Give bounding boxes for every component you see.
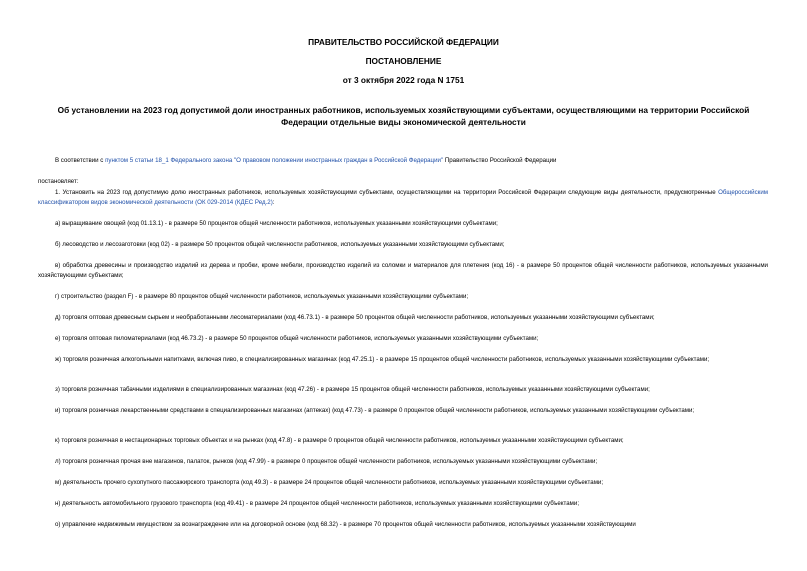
list-item: д) торговля оптовая древесным сырьем и необработанными лесоматериалами (код 46.73.1) - в размере 50 процентов общей численности работников, используемых указанными хозяйствующими субъектами;	[55, 314, 655, 321]
list-item: ж) торговля розничная алкогольными напитками, включая пиво, в специализированных магазинах (код 47.25.1) - в размере 15 процентов общей численности работников, используемых указанными хозяйствующими субъектами;	[55, 356, 710, 363]
issuer-heading: ПРАВИТЕЛЬСТВО РОССИЙСКОЙ ФЕДЕРАЦИИ	[308, 37, 499, 47]
okved-classifier-link[interactable]: Общероссийским классификатором видов экономической деятельности (ОК 029-2014 (КДЕС Ред.2)	[38, 189, 768, 206]
list-item: е) торговля оптовая пиломатериалами (код 46.73.2) - в размере 50 процентов общей численности работников, используемых указанными хозяйствующими субъектами;	[55, 335, 539, 342]
list-item: и) торговля розничная лекарственными средствами в специализированных магазинах (аптеках) (код 47.73) - в размере 0 процентов общей численности работников, используемых указанными хозяйствующими субъектами;	[55, 407, 695, 414]
list-item: в) обработка древесины и производство изделий из дерева и пробки, кроме мебели, производство изделий из соломки и материалов для плетения (код 16) - в размере 50 процентов общей численности работников, используемых указанными хозяйствующими субъектами;	[38, 262, 768, 279]
list-item: г) строительство (раздел F) - в размере 80 процентов общей численности работников, используемых указанными хозяйствующими субъектами;	[55, 293, 469, 300]
clause-1-prefix: 1. Установить на 2023 год допустимую долю иностранных работников, используемых хозяйствующими субъектами, осуществляющими на территории Российской Федерации следующие виды деятельности, предусмотренные	[55, 189, 719, 196]
preamble-prefix: В соответствии с	[55, 157, 106, 164]
list-item: м) деятельность прочего сухопутного пассажирского транспорта (код 49.3) - в размере 24 процентов общей численности работников, используемых указанными хозяйствующими субъектами;	[55, 479, 604, 486]
document-type-heading: ПОСТАНОВЛЕНИЕ	[365, 56, 442, 66]
document-title: Об установлении на 2023 год допустимой доли иностранных работников, используемых хозяйствующими субъектами, осуществляющими на территории Российской Федерации отдельные виды экономической деятельности	[57, 105, 750, 127]
list-item: з) торговля розничная табачными изделиями в специализированных магазинах (код 47.26) - в размере 15 процентов общей численности работников, используемых указанными хозяйствующими субъектами;	[55, 386, 650, 393]
clause-1	[38, 188, 768, 208]
list-item: а) выращивание овощей (код 01.13.1) - в размере 50 процентов общей численности работников, используемых указанными хозяйствующими субъектами;	[55, 220, 498, 227]
list-item: о) управление недвижимым имуществом за вознаграждение или на договорной основе (код 68.32) - в размере 70 процентов общей численности работников, используемых указанными хозяйствующими	[55, 521, 636, 528]
preamble-suffix: Правительство Российской Федерации	[443, 157, 557, 164]
law-reference-link[interactable]: пунктом 5 статьи 18_1 Федерального закона "О правовом положении иностранных граждан в Российской Федерации"	[105, 157, 444, 164]
list-item: к) торговля розничная в нестационарных торговых объектах и на рынках (код 47.8) - в размере 0 процентов общей численности работников, используемых указанными хозяйствующими субъектами;	[55, 437, 624, 444]
decides-text: постановляет:	[38, 178, 79, 185]
preamble	[38, 156, 768, 166]
clause-1-suffix: :	[272, 199, 275, 206]
list-item: н) деятельность автомобильного грузового транспорта (код 49.41) - в размере 24 процентов общей численности работников, используемых указанными хозяйствующими субъектами;	[55, 500, 580, 507]
list-item: б) лесоводство и лесозаготовки (код 02) - в размере 50 процентов общей численности работников, используемых указанными хозяйствующими субъектами;	[55, 241, 505, 248]
date-number-heading: от 3 октября 2022 года N 1751	[342, 75, 465, 85]
list-item: л) торговля розничная прочая вне магазинов, палаток, рынков (код 47.99) - в размере 0 процентов общей численности работников, используемых указанными хозяйствующими субъектами;	[55, 458, 598, 465]
